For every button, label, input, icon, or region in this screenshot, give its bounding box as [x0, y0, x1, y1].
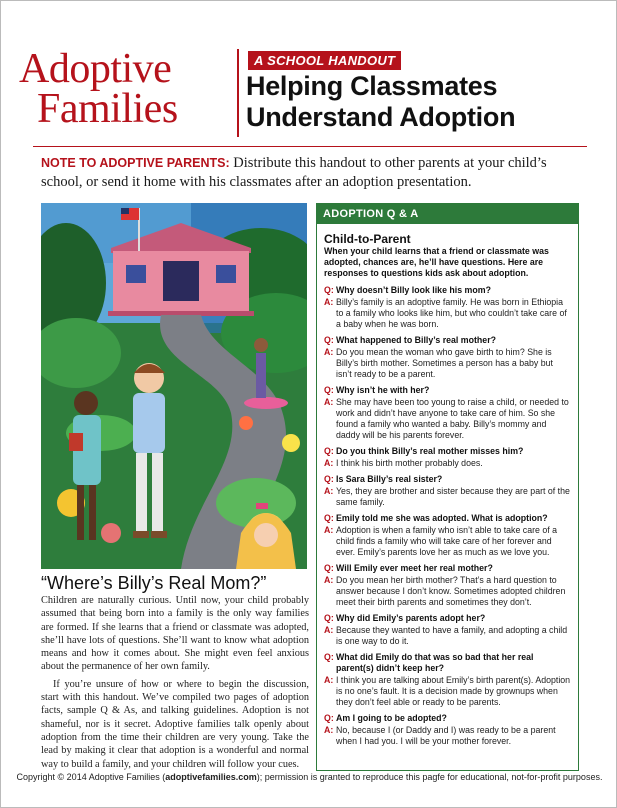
qa-answer — [324, 625, 571, 647]
page-title — [246, 71, 606, 133]
qa-item — [324, 474, 571, 508]
qa-answer — [324, 725, 571, 747]
answer-mark-label: A: — [324, 575, 334, 585]
qa-answer — [324, 297, 571, 330]
qa-answer — [324, 575, 571, 608]
footer-prefix: Copyright © 2014 Adoptive Families ( — [16, 772, 166, 782]
question-text: What did Emily do that was so bad that her real parent(s) didn’t keep her? — [336, 652, 534, 673]
adoptive-families-logo — [19, 46, 234, 132]
question-mark-label: Q: — [324, 285, 334, 295]
title-line-1: Helping Classmates — [246, 71, 498, 101]
header-divider — [237, 49, 239, 137]
article-body — [41, 594, 309, 771]
qa-question — [324, 446, 571, 457]
logo-line-1: Adoptive — [19, 46, 172, 92]
answer-text: I think his birth mother probably does. — [336, 458, 483, 468]
answer-text: Yes, they are brother and sister because they are part of the same family. — [336, 486, 570, 507]
answer-text: No, because I (or Daddy and I) was ready to be a parent when I had you. I will be your mother forever. — [336, 725, 556, 746]
question-mark-label: Q: — [324, 652, 334, 662]
qa-question — [324, 474, 571, 485]
question-mark-label: Q: — [324, 563, 334, 573]
note-lead: NOTE TO ADOPTIVE PARENTS: — [41, 156, 230, 170]
qa-question — [324, 613, 571, 624]
question-mark-label: Q: — [324, 513, 334, 523]
qa-item — [324, 613, 571, 647]
answer-text: I think you are talking about Emily’s birth parent(s). Adoption is no one’s fault. It is a decision made by grownups when they don’t feel able or ready to be parents. — [336, 675, 571, 707]
qa-answer — [324, 458, 571, 469]
logo-line-2: Families — [37, 86, 178, 132]
qa-box — [316, 203, 579, 771]
qa-content — [317, 224, 578, 758]
question-mark-label: Q: — [324, 335, 334, 345]
answer-mark-label: A: — [324, 486, 334, 496]
qa-question — [324, 335, 571, 346]
answer-text: Do you mean the woman who gave birth to him? She is Billy’s birth mother. Sometimes a person has a baby but isn’t ready to be a parent. — [336, 347, 553, 379]
question-text: What happened to Billy’s real mother? — [336, 335, 496, 345]
question-text: Do you think Billy’s real mother misses him? — [336, 446, 524, 456]
qa-answer — [324, 525, 571, 558]
answer-text: Because they wanted to have a family, and adopting a child is one way to do it. — [336, 625, 568, 646]
answer-mark-label: A: — [324, 675, 334, 685]
qa-item — [324, 713, 571, 747]
qa-list — [324, 285, 571, 747]
note-text: Distribute this handout to other parents at your child’s school, or send it home with his classmates after an adoption presentation. — [41, 155, 547, 190]
article-paragraph-2: If you’re unsure of how or where to begin the discussion, start with this handout. We’ve compiled two pages of adoption facts, sample Q & As, and talking guidelines. Adoption is not shameful, nor is it secret. Adoptive families talk openly about adoption from the time their children are very young. Take the lead by making it clear that adoption is a wonderful and normal way to build a family, and your children will follow your cues. — [41, 678, 309, 770]
question-text: Am I going to be adopted? — [336, 713, 447, 723]
school-illustration — [41, 203, 307, 569]
footer-site-link[interactable]: adoptivefamilies.com — [165, 772, 257, 782]
answer-mark-label: A: — [324, 397, 334, 407]
qa-answer — [324, 675, 571, 708]
illustration-svg — [41, 203, 307, 569]
question-mark-label: Q: — [324, 474, 334, 484]
article-paragraph-1: Children are naturally curious. Until now, your child probably assumed that being born into a family is the only way families are formed. If she learns that a friend or classmate was adopted, she’ll have lots of questions. She’ll want to know what adoption means and how it comes about. She might even feel anxious about the permanence of her own family. — [41, 595, 309, 673]
qa-item — [324, 335, 571, 380]
copyright-footer — [1, 772, 617, 782]
question-text: Why isn’t he with her? — [336, 385, 430, 395]
question-mark-label: Q: — [324, 713, 334, 723]
answer-text: Billy’s family is an adoptive family. He was born in Ethiopia to a family who looks like him, but who couldn’t take care of a baby when he was born. — [336, 297, 567, 329]
qa-question — [324, 652, 571, 674]
header-rule — [33, 146, 587, 147]
note-to-parents — [41, 154, 581, 192]
qa-item — [324, 285, 571, 330]
footer-suffix: ); permission is granted to reproduce this pagfe for educational, not-for-profit purposes. — [256, 772, 603, 782]
answer-mark-label: A: — [324, 625, 334, 635]
qa-heading: ADOPTION Q & A — [317, 204, 578, 224]
qa-answer — [324, 486, 571, 508]
question-mark-label: Q: — [324, 446, 334, 456]
answer-mark-label: A: — [324, 525, 334, 535]
title-line-2: Understand Adoption — [246, 102, 516, 132]
answer-mark-label: A: — [324, 297, 334, 307]
qa-intro: When your child learns that a friend or classmate was adopted, chances are, he’ll have questions. Here are responses to questions kids ask about adoption. — [324, 246, 549, 278]
question-mark-label: Q: — [324, 613, 334, 623]
qa-question — [324, 563, 571, 574]
question-text: Will Emily ever meet her real mother? — [336, 563, 493, 573]
qa-question — [324, 385, 571, 396]
answer-mark-label: A: — [324, 725, 334, 735]
qa-question — [324, 713, 571, 724]
question-text: Why doesn’t Billy look like his mom? — [336, 285, 491, 295]
answer-mark-label: A: — [324, 347, 334, 357]
question-text: Emily told me she was adopted. What is adoption? — [336, 513, 548, 523]
qa-item — [324, 385, 571, 441]
question-text: Is Sara Billy’s real sister? — [336, 474, 443, 484]
qa-subheading: Child-to-Parent — [324, 232, 411, 246]
qa-question — [324, 513, 571, 524]
qa-item — [324, 652, 571, 708]
qa-item — [324, 513, 571, 558]
qa-item — [324, 446, 571, 469]
qa-answer — [324, 347, 571, 380]
qa-question — [324, 285, 571, 296]
answer-text: Adoption is when a family who isn’t able to take care of a child finds a family who will take care of her forever and ever. Emily’s parents love her as much as we love you. — [336, 525, 558, 557]
answer-text: Do you mean her birth mother? That’s a hard question to answer because I don’t know. Sometimes adopted children meet their birth parents and sometimes they don’t. — [336, 575, 566, 607]
answer-mark-label: A: — [324, 458, 334, 468]
qa-answer — [324, 397, 571, 441]
school-handout-tag: A SCHOOL HANDOUT — [248, 51, 401, 70]
answer-text: She may have been too young to raise a child, or needed to work and didn’t have anyone to take care of him. So she found a family who wanted a baby. Billy’s mommy and daddy will be his parents forever. — [336, 397, 569, 440]
question-mark-label: Q: — [324, 385, 334, 395]
question-text: Why did Emily’s parents adopt her? — [336, 613, 486, 623]
qa-item — [324, 563, 571, 608]
article-heading: “Where’s Billy’s Real Mom?” — [41, 573, 267, 593]
